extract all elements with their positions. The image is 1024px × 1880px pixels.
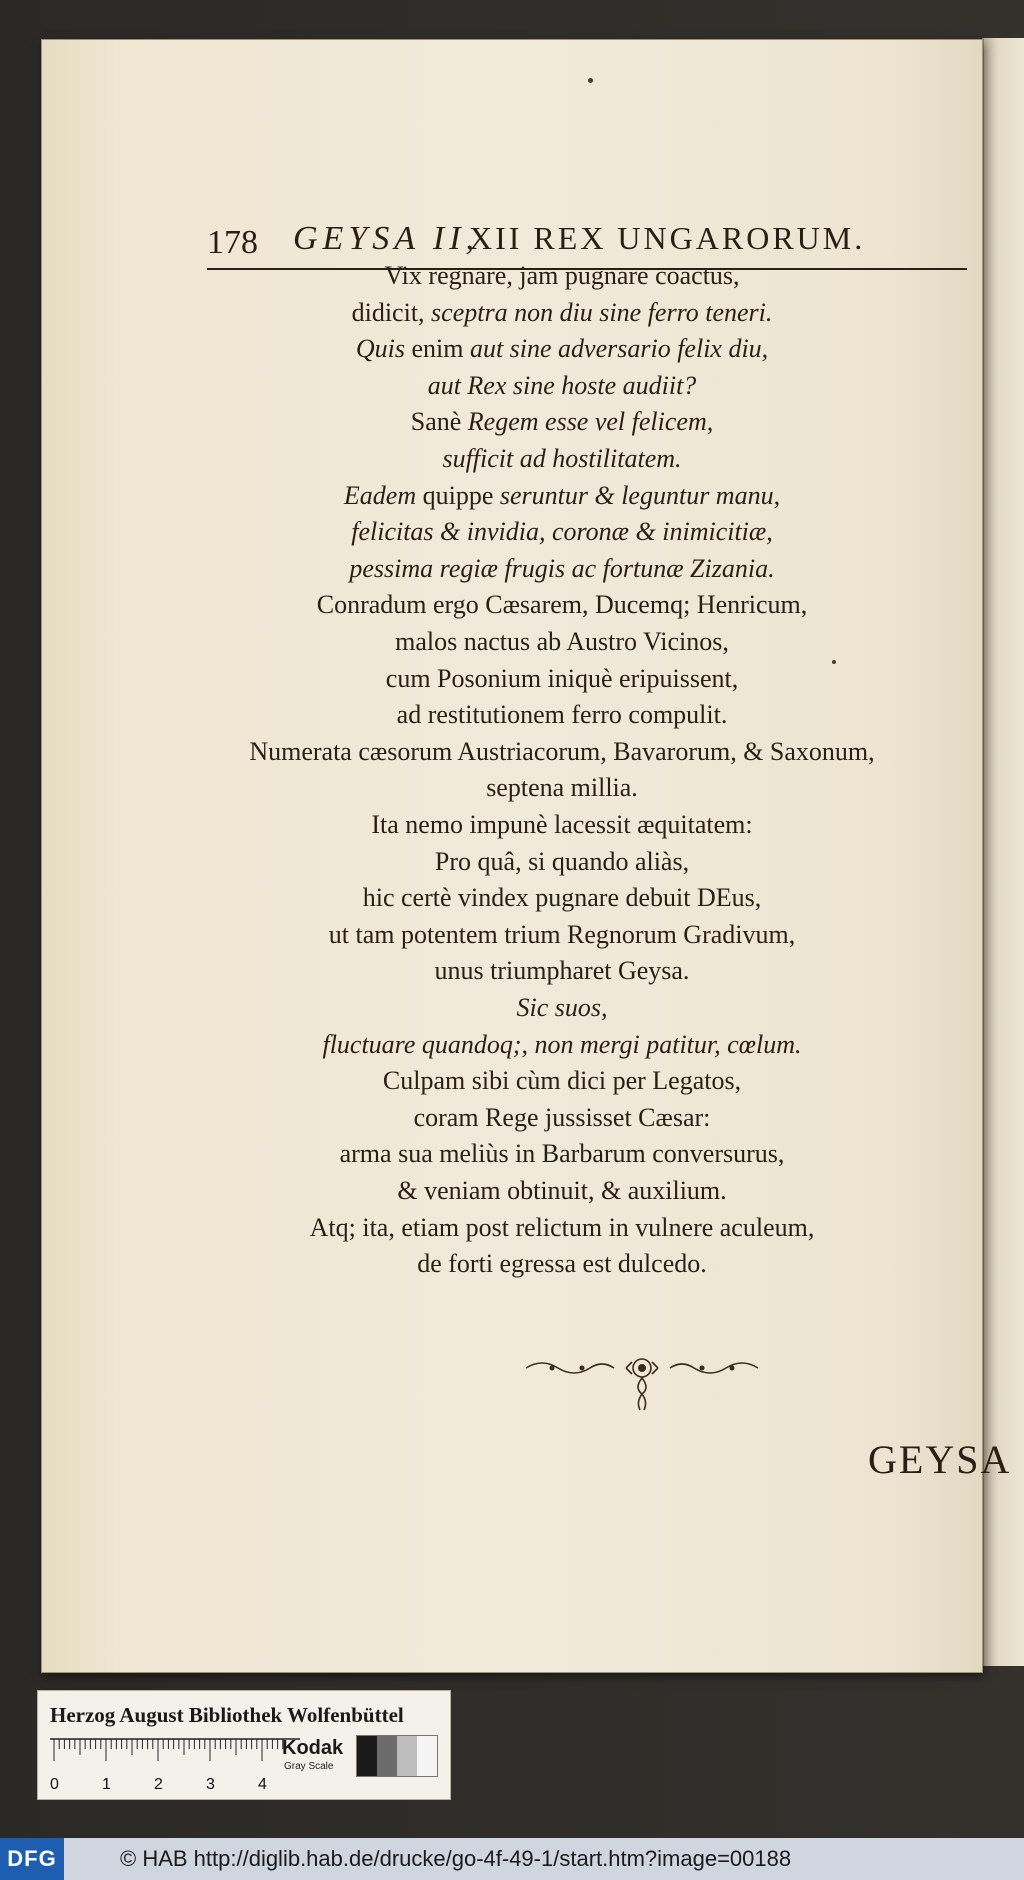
italic-segment: fluctuare quandoq;, non mergi patitur, cœlum. [322, 1029, 802, 1059]
gray-scale-patches [356, 1735, 438, 1777]
text-line [182, 551, 942, 587]
roman-segment: Vix regnare, jam pugnare coactus, [384, 261, 740, 290]
text-line [182, 697, 942, 733]
roman-segment: ad restitutionem ferro compulit. [396, 700, 728, 730]
text-line [182, 661, 942, 697]
text-line [182, 368, 942, 404]
gray-patch [357, 1736, 377, 1776]
book-page [42, 40, 1012, 1672]
ruler-number: 0 [50, 1776, 59, 1793]
text-line [182, 953, 942, 989]
text-line [182, 1136, 942, 1172]
roman-segment: malos nactus ab Austro Vicinos, [395, 627, 729, 656]
gray-patch [417, 1736, 437, 1776]
roman-segment: Culpam sibi cùm dici per Legatos, [382, 1066, 742, 1096]
roman-segment: arma sua meliùs in Barbarum conversurus, [339, 1139, 785, 1169]
text-line [182, 770, 942, 806]
ruler-number: 2 [154, 1776, 163, 1793]
ornament-icon [522, 1354, 762, 1414]
ruler-number: 1 [102, 1776, 111, 1793]
text-line [182, 1100, 942, 1136]
footer-bar [0, 1838, 1024, 1880]
running-header [207, 180, 967, 260]
roman-segment: & veniam obtinuit, & auxilium. [397, 1176, 727, 1205]
ruler-scale [50, 1737, 300, 1795]
facing-page-edge [982, 38, 1024, 1666]
gray-patch [377, 1736, 397, 1776]
text-line [182, 880, 942, 916]
roman-segment: quippe [422, 480, 500, 510]
roman-segment: Pro quâ, si quando aliàs, [434, 846, 690, 876]
roman-segment: Sanè [410, 407, 468, 437]
italic-segment: sceptra non diu sine ferro teneri. [431, 297, 773, 327]
italic-segment: pessima regiæ frugis ac fortunæ Zizania. [349, 553, 775, 583]
italic-segment: felicitas & invidia, coronæ & inimicitiæ, [351, 517, 773, 547]
roman-segment: Conradum ergo Cæsarem, Ducemq; Henricum, [316, 590, 808, 620]
text-line [182, 1210, 942, 1246]
roman-segment: de forti egressa est dulcedo. [417, 1249, 707, 1279]
copyright-link[interactable]: © HAB http://diglib.hab.de/drucke/go-4f-49-1/start.htm?image=00188 [120, 1846, 792, 1871]
roman-segment: coram Rege jussisset Cæsar: [413, 1102, 711, 1132]
text-line [182, 587, 942, 623]
ink-speck [588, 78, 593, 83]
text-line [182, 844, 942, 880]
text-line [182, 1063, 942, 1099]
header-italic: GEYSA II, [293, 220, 480, 257]
ruler-number: 3 [206, 1776, 215, 1793]
roman-segment: cum Posonium iniquè eripuissent, [385, 663, 739, 693]
catchword: GEYSA [868, 1437, 1012, 1482]
roman-segment: Atq; ita, etiam post relictum in vulnere aculeum, [309, 1212, 815, 1242]
italic-segment: Sic suos, [516, 993, 608, 1022]
kodak-label: Kodak [282, 1737, 344, 1759]
text-line [182, 258, 942, 294]
grayscale-label: Gray Scale [284, 1761, 334, 1772]
roman-segment: ut tam potentem trium Regnorum Gradivum, [328, 919, 796, 949]
roman-segment: enim [411, 334, 470, 364]
poem-text [242, 258, 882, 1328]
text-line [182, 1246, 942, 1282]
header-title: XII REX UNGARORUM. [469, 220, 866, 256]
ruler-number: 4 [258, 1776, 267, 1793]
text-line [182, 331, 942, 367]
italic-segment: sufficit ad hostilitatem. [442, 444, 682, 473]
dfg-logo: DFG [0, 1838, 64, 1880]
color-calibration-bar [37, 1690, 451, 1800]
text-line [182, 478, 942, 514]
text-line [182, 295, 942, 331]
text-line [182, 441, 942, 477]
text-line [182, 990, 942, 1026]
text-line [182, 917, 942, 953]
roman-segment: didicit, [351, 297, 432, 327]
roman-segment: unus triumpharet Geysa. [434, 956, 690, 986]
italic-segment: Eadem [343, 480, 423, 510]
text-line [182, 1173, 942, 1209]
text-line [182, 734, 942, 770]
roman-segment: septena millia. [486, 773, 638, 803]
roman-segment: hic certè vindex pugnare debuit DEus, [362, 883, 762, 913]
text-line [182, 404, 942, 440]
page-number: 178 [207, 224, 258, 261]
gray-patch [397, 1736, 417, 1776]
text-line [182, 807, 942, 843]
text-line [182, 514, 942, 550]
italic-segment: Quis [355, 334, 412, 364]
italic-segment: Regem esse vel felicem, [467, 407, 714, 437]
italic-segment: seruntur & leguntur manu, [499, 480, 781, 510]
roman-segment: Numerata cæsorum Austriacorum, Bavarorum, & Saxonum, [249, 736, 875, 766]
text-line [182, 624, 942, 660]
text-line [182, 1027, 942, 1063]
italic-segment: aut Rex sine hoste audiit? [427, 370, 697, 400]
library-name: Herzog August Bibliothek Wolfenbüttel [50, 1703, 404, 1727]
italic-segment: aut sine adversario felix diu, [469, 334, 769, 364]
roman-segment: Ita nemo impunè lacessit æquitatem: [371, 810, 753, 839]
